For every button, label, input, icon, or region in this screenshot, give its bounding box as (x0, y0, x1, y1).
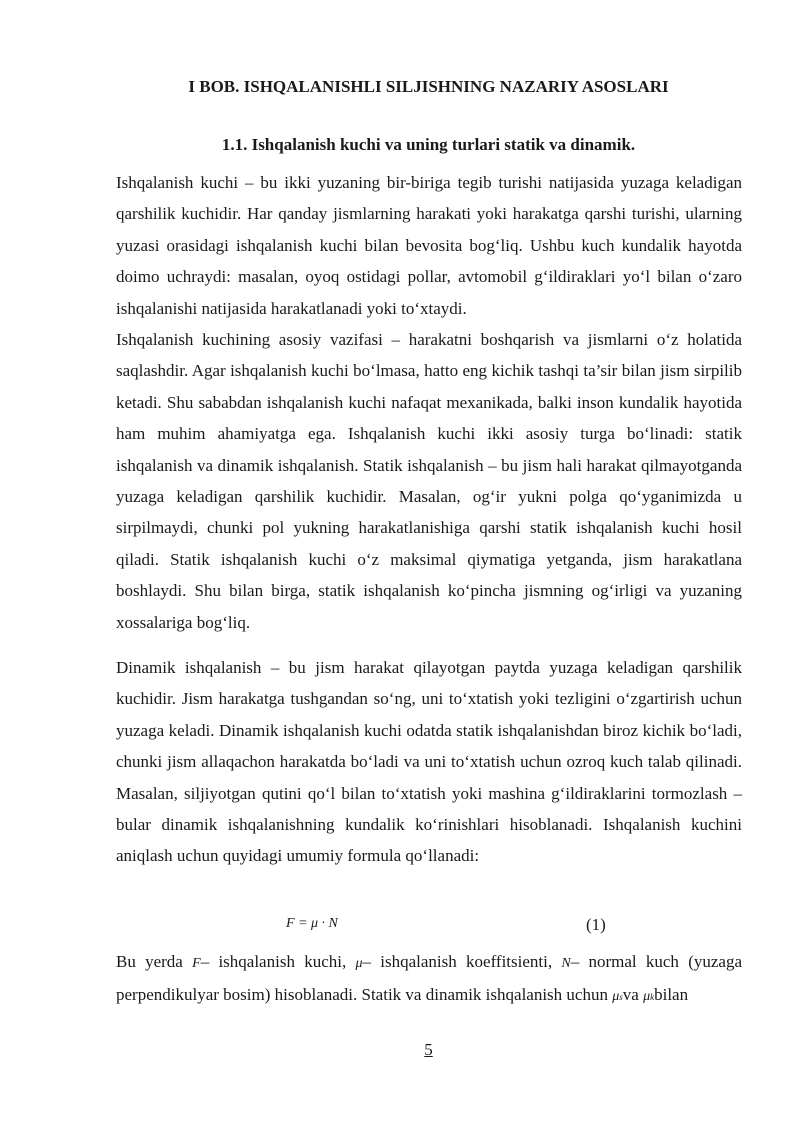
paragraph-text: Ishqalanish kuchining asosiy vazifasi – harakatni boshqarish va jismlarni o‘z holatida saqlashdir. Agar ishqalanish kuchi bo‘lmasa, hatto eng kichik tashqi ta’sir bilan jism sirpilib ketadi. Shu sababdan ishqalanish kuchi nafaqat mexanikada, balki inson kundalik hayotida ham muhim ahamiyatga ega. Ishqalanish kuchi ikki asosiy turga bo‘linadi: statik ishqalanish va dinamik ishqalanish. Statik ishqalanish – bu jism hali harakat qilmayotganda yuzaga keladigan qarshilik kuchidir. Masalan, og‘ir yukni polga qo‘yganimizda u sirpilmaydi, chunki pol yukning harakatlanishiga qarshi statik ishqalanish kuchi hosil qiladi. Statik ishqalanish kuchi o‘z maksimal qiymatiga yetganda, jism harakatlana boshlaydi. Shu bilan birga, statik ishqalanish ko‘pincha jismning og‘irligi va yuzaning xossalariga bog‘liq. (116, 330, 742, 632)
text-run: – ishqalanish koeffitsienti, (362, 952, 562, 971)
paragraph-1 (116, 167, 742, 324)
text-run: – normal kuch (yuzaga perpendikulyar bosim) hisoblanadi. Statik va dinamik ishqalanish uchun (116, 952, 742, 1005)
paragraph-2 (116, 324, 742, 638)
text-run: va (622, 985, 644, 1005)
text-run: – ishqalanish kuchi, (200, 952, 356, 971)
variable-f: F (192, 956, 201, 971)
page-number: 5 (424, 1040, 433, 1059)
paragraph-text: Dinamik ishqalanish – bu jism harakat qilayotgan paytda yuzaga keladigan qarshilik kuchidir. Jism harakatga tushgandan so‘ng, uni to‘xtatish yoki tezligini o‘zgartirish uchun yuzaga keladi. Dinamik ishqalanish kuchi odatda statik ishqalanishdan biroz kichik bo‘ladi, chunki jism allaqachon harakatda bo‘ladi va uni to‘xtatish uchun ozroq kuch talab qilinadi. Masalan, siljiyotgan qutini qo‘l bilan to‘xtatish yoki mashina g‘ildiraklarini tormozlash – bular dinamik ishqalanishning kundalik ko‘rinishlari hisoblanadi. Ishqalanish kuchini aniqlash uchun quyidagi umumiy formula qo‘llanadi: (116, 658, 742, 866)
text-run: bilan (654, 985, 689, 1005)
subscript-s: s (619, 992, 623, 1003)
formula-number: (1) (586, 915, 606, 934)
paragraph-4 (116, 946, 742, 1014)
paragraph-3 (116, 652, 742, 872)
subscript-k: k (650, 992, 655, 1003)
text-run: Bu yerda (116, 952, 193, 971)
variable-mu-k: μ (643, 989, 651, 1005)
section-title: 1.1. Ishqalanish kuchi va uning turlari statik va dinamik. (221, 135, 636, 154)
paragraph-text (116, 946, 742, 1014)
chapter-title: I BOB. ISHQALANISHLI SILJISHNING NAZARIY ASOSLARI (188, 77, 669, 96)
formula-row (116, 914, 742, 942)
friction-formula: F = μ · N (286, 916, 338, 931)
variable-n: N (561, 956, 571, 971)
variable-mu: μ (355, 956, 363, 971)
variable-mu-s: μ (612, 989, 620, 1005)
paragraph-text: Ishqalanish kuchi – bu ikki yuzaning bir-biriga tegib turishi natijasida yuzaga keladigan qarshilik kuchidir. Har qanday jismlarning harakati yoki harakatga qarshi turishi, ularning yuzasi orasidagi ishqalanish kuchi bilan bevosita bog‘liq. Ushbu kuch kundalik hayotda doimo uchraydi: masalan, oyoq ostidagi pollar, avtomobil g‘ildiraklari yo‘l bilan o‘zaro ishqalanishi natijasida harakatlanadi yoki to‘xtaydi. (116, 173, 742, 318)
